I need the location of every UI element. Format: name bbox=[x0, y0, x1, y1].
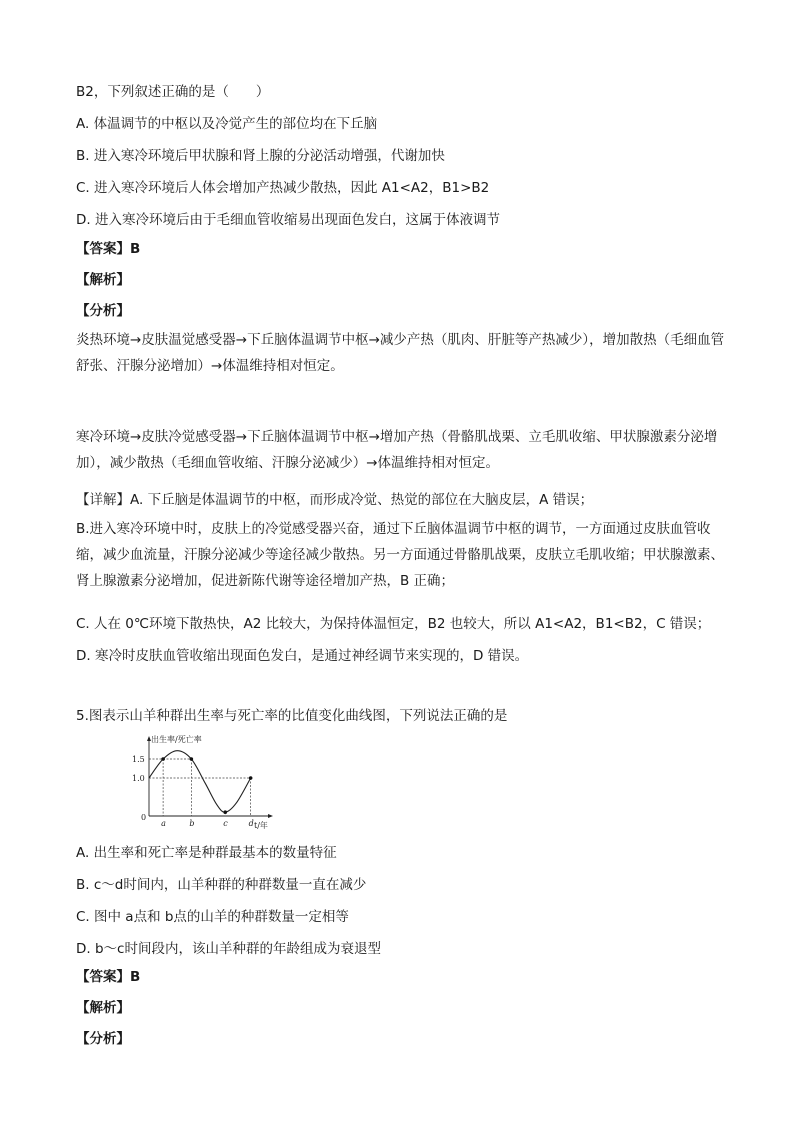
x-axis-label: t/年 bbox=[254, 821, 268, 830]
origin-label: 0 bbox=[141, 813, 147, 822]
point-d bbox=[249, 776, 253, 780]
y-tick-1.5: 1.5 bbox=[132, 755, 145, 764]
point-a bbox=[161, 757, 165, 761]
q5-jiexi-heading: 【解析】 bbox=[76, 1000, 130, 1016]
y-axis-label: 出生率/死亡率 bbox=[151, 735, 202, 744]
point-c bbox=[223, 810, 227, 814]
x-tick-b: b bbox=[189, 819, 195, 828]
q4-option-b: B. 进入寒冷环境后甲状腺和肾上腺的分泌活动增强，代谢加快 bbox=[76, 148, 445, 164]
x-tick-d: d bbox=[248, 819, 254, 828]
q4-jiexi-heading: 【解析】 bbox=[76, 272, 130, 288]
q5-option-b: B. c～d时间内，山羊种群的种群数量一直在减少 bbox=[76, 877, 367, 893]
q4-stem-tail: B2，下列叙述正确的是（ ） bbox=[76, 84, 270, 100]
q5-answer: 【答案】B bbox=[76, 969, 141, 985]
x-axis-arrow bbox=[268, 814, 273, 818]
guide-lines bbox=[149, 759, 251, 816]
q5-option-a: A. 出生率和死亡率是种群最基本的数量特征 bbox=[76, 845, 337, 861]
q4-fenxi-para-2: 寒冷环境→皮肤冷觉感受器→下丘脑体温调节中枢→增加产热（骨骼肌战栗、立毛肌收缩、甲状腺激素分泌增加），减少散热（毛细血管收缩、汗腺分泌减少）→体温维持相对恒定。 bbox=[76, 429, 718, 471]
q4-option-a: A. 体温调节的中枢以及冷觉产生的部位均在下丘脑 bbox=[76, 116, 378, 132]
chart-marks bbox=[132, 755, 254, 828]
q4-option-d: D. 进入寒冷环境后由于毛细血管收缩易出现面色发白，这属于体液调节 bbox=[76, 212, 500, 228]
q5-stem: 5.图表示山羊种群出生率与死亡率的比值变化曲线图，下列说法正确的是 bbox=[76, 708, 508, 724]
point-b bbox=[190, 757, 194, 761]
y-tick-1.0: 1.0 bbox=[132, 774, 145, 783]
q4-detail-c: C. 人在 0℃环境下散热快，A2 比较大，为保持体温恒定，B2 也较大，所以 A1<A2，B1<B2，C 错误； bbox=[76, 616, 711, 632]
q5-option-c: C. 图中 a点和 b点的山羊的种群数量一定相等 bbox=[76, 909, 349, 925]
q4-fenxi-para-1: 炎热环境→皮肤温觉感受器→下丘脑体温调节中枢→减少产热（肌肉、肝脏等产热减少），增加散热（毛细血管舒张、汗腺分泌增加）→体温维持相对恒定。 bbox=[76, 332, 725, 374]
q4-fenxi-heading: 【分析】 bbox=[76, 303, 130, 319]
q5-option-d: D. b～c时间段内，该山羊种群的年龄组成为衰退型 bbox=[76, 941, 381, 957]
q4-detail-d: D. 寒冷时皮肤血管收缩出现面色发白，是通过神经调节来实现的，D 错误。 bbox=[76, 648, 529, 664]
q4-option-c: C. 进入寒冷环境后人体会增加产热减少散热，因此 A1<A2，B1>B2 bbox=[76, 180, 490, 196]
x-tick-a: a bbox=[161, 819, 166, 828]
x-tick-c: c bbox=[223, 819, 228, 828]
q4-detail-b: B.进入寒冷环境中时，皮肤上的冷觉感受器兴奋，通过下丘脑体温调节中枢的调节，一方面通过皮肤血管收缩，减少血流量，汗腺分泌减少等途径减少散热。另一方面通过骨骼肌战栗，皮肤立毛肌收缩；甲状腺激素、肾上腺激素分泌增加，促进新陈代谢等途径增加产热，B 正确； bbox=[76, 521, 724, 589]
q5-fenxi-heading: 【分析】 bbox=[76, 1031, 130, 1047]
q4-answer: 【答案】B bbox=[76, 241, 141, 257]
q4-detail-a: 【详解】A. 下丘脑是体温调节的中枢，而形成冷觉、热觉的部位在大脑皮层，A 错误； bbox=[76, 492, 594, 508]
ratio-chart bbox=[126, 732, 276, 832]
